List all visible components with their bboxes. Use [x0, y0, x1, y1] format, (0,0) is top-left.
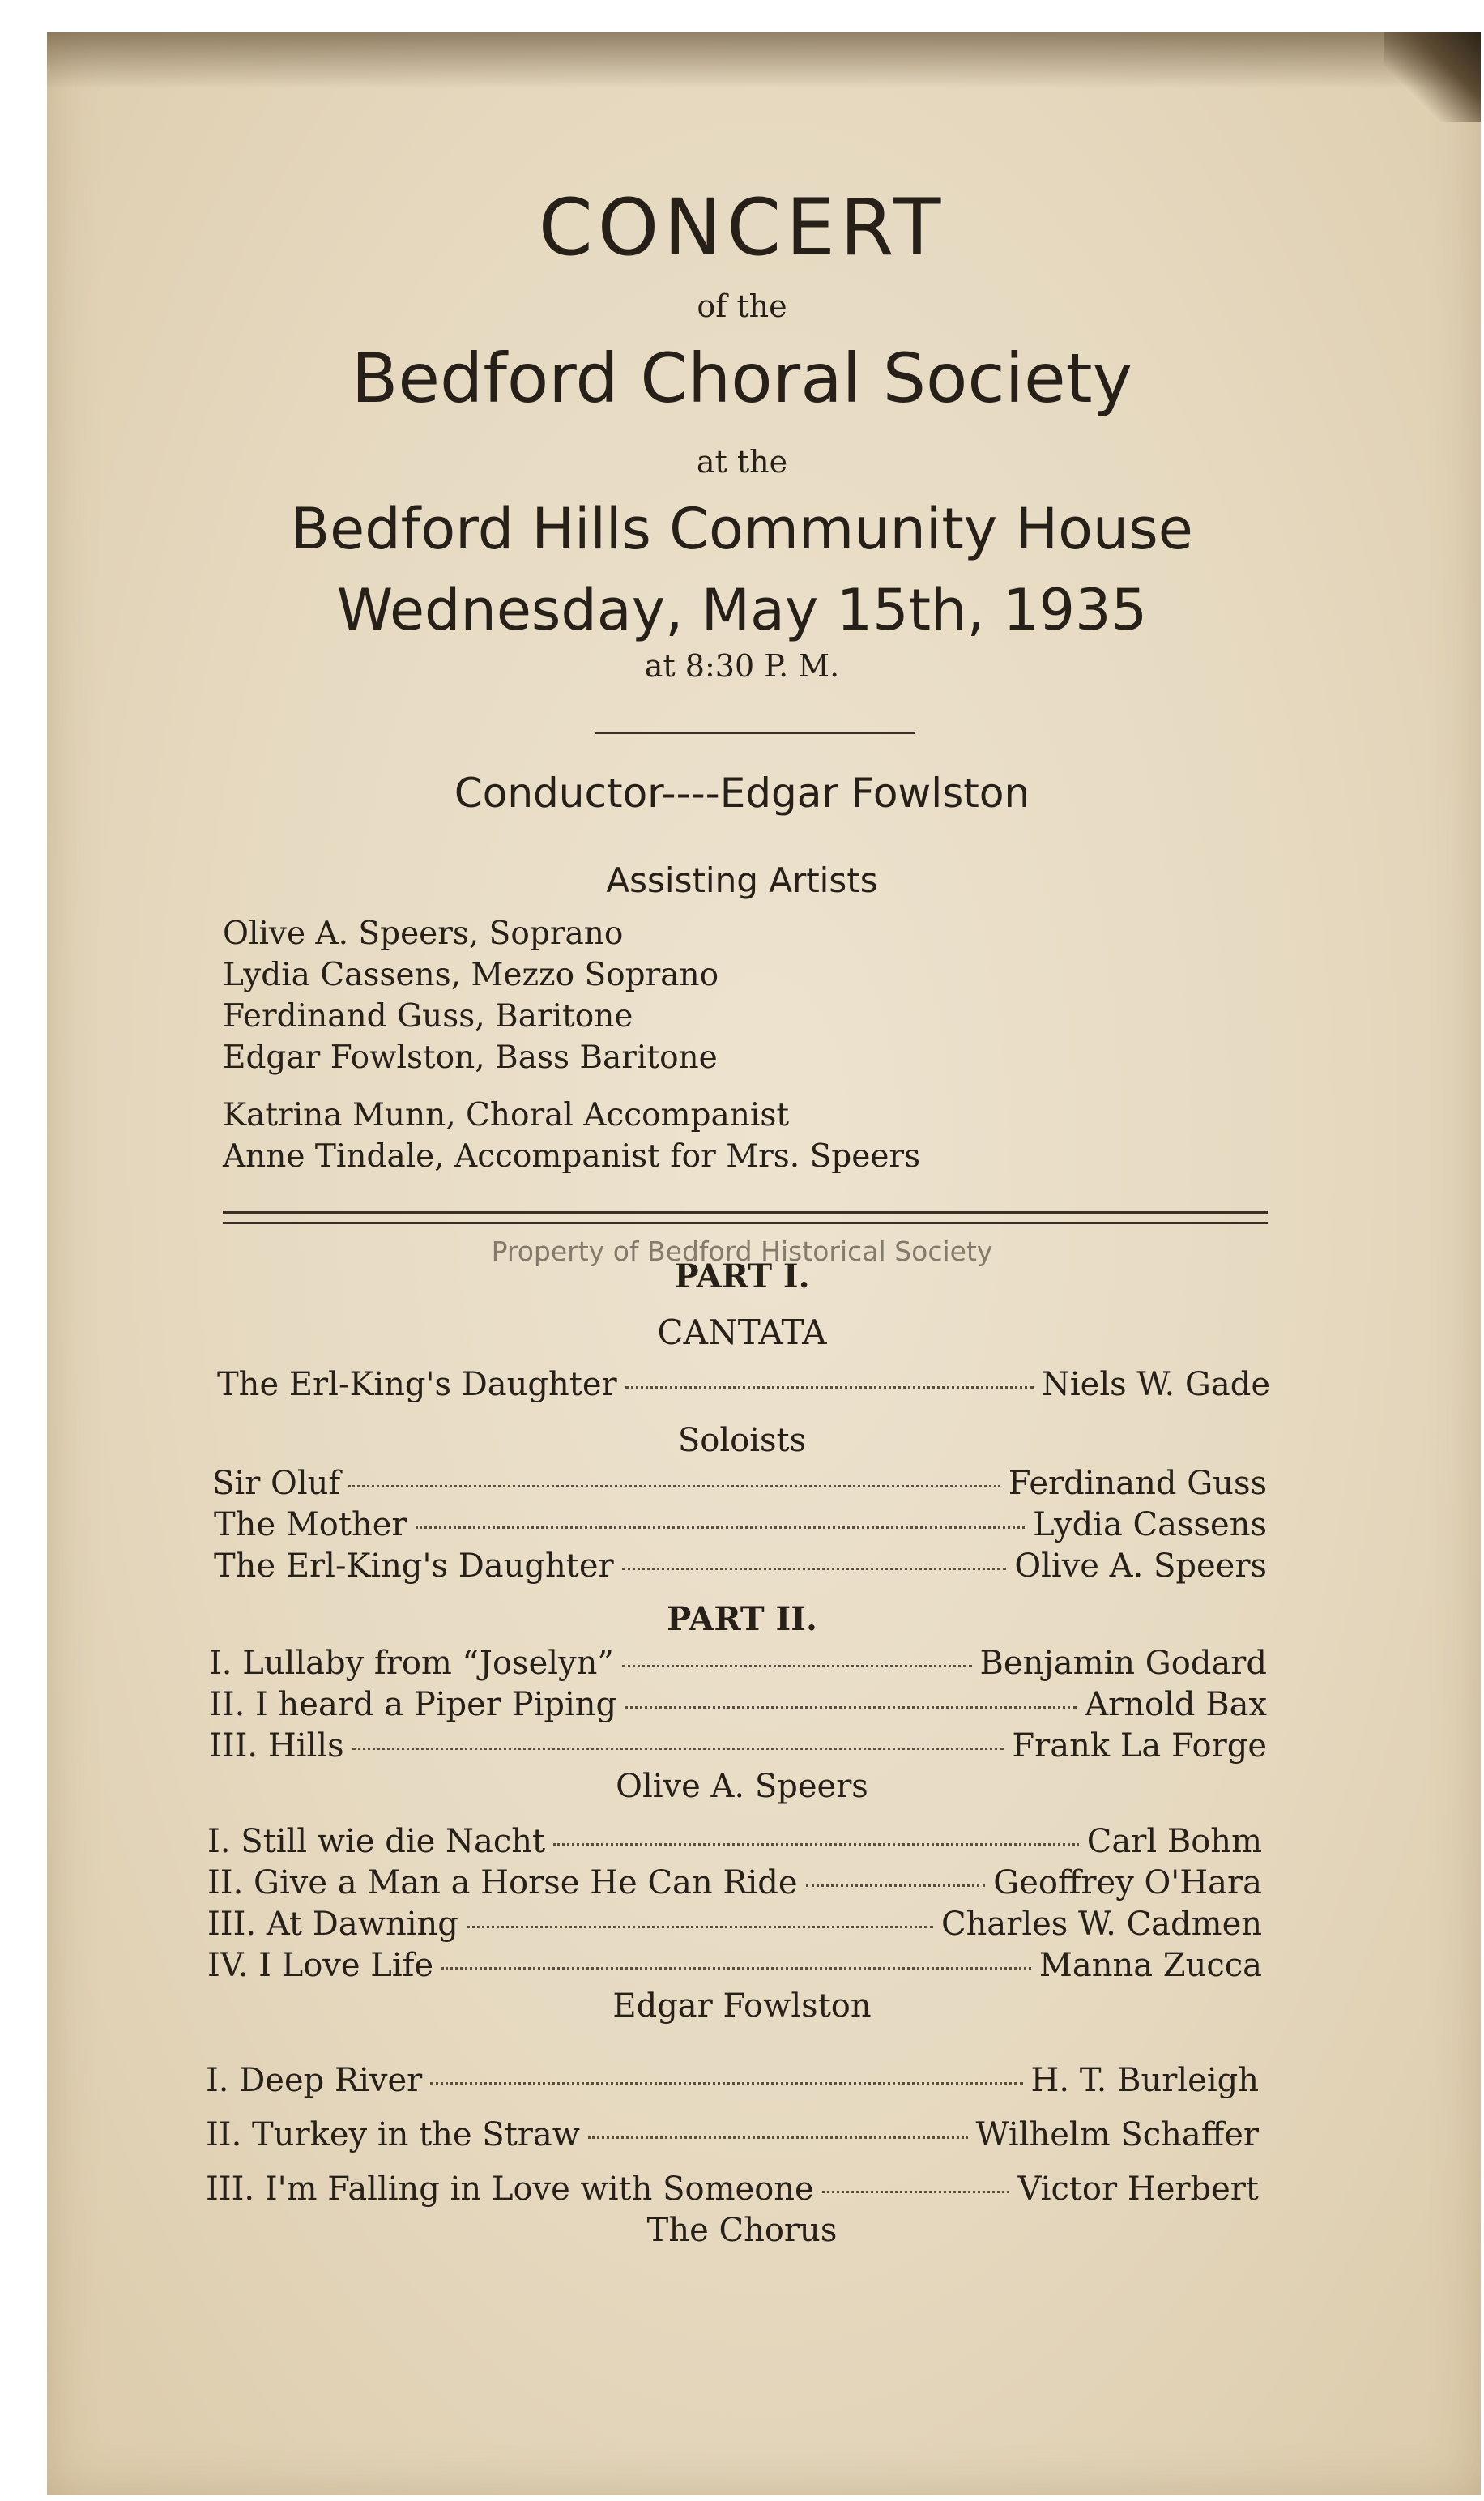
soloist-row [212, 1465, 1267, 1502]
concert-time: at 8:30 P. M. [644, 648, 840, 684]
work-composer: Niels W. Gade [1041, 1366, 1270, 1403]
piece-title: I. Deep River [206, 2062, 423, 2099]
concert-date: Wednesday, May 15th, 1935 [336, 577, 1148, 643]
dot-leader [348, 1485, 1000, 1487]
piece-title: III. Hills [209, 1727, 344, 1765]
double-rule-top [223, 1211, 1268, 1214]
piece-composer: Arnold Bax [1085, 1686, 1267, 1723]
double-rule-bottom [223, 1222, 1268, 1224]
soloist-row [214, 1547, 1267, 1585]
work-title: The Erl-King's Daughter [217, 1366, 617, 1403]
dot-leader [622, 1665, 972, 1667]
conductor-line: Conductor----Edgar Fowlston [454, 770, 1030, 817]
program-row [207, 1823, 1262, 1860]
soloist-singer: Lydia Cassens [1033, 1506, 1267, 1543]
at-the-text: at the [696, 444, 788, 480]
piece-composer: Manna Zucca [1038, 1947, 1262, 1984]
worn-corner [1384, 32, 1481, 122]
program-row [207, 1906, 1262, 1943]
piece-title: III. I'm Falling in Love with Someone [206, 2170, 814, 2208]
dot-leader [352, 1748, 1004, 1750]
header-divider [595, 732, 915, 734]
piece-title: II. Give a Man a Horse He Can Ride [207, 1864, 798, 1901]
soloist-role: The Erl-King's Daughter [214, 1547, 614, 1585]
concert-title: CONCERT [538, 182, 946, 273]
of-the-text: of the [697, 288, 787, 324]
soloist-singer: Olive A. Speers [1014, 1547, 1267, 1585]
dot-leader [416, 1526, 1026, 1529]
piece-composer: H. T. Burleigh [1030, 2062, 1259, 2099]
venue-name: Bedford Hills Community House [291, 496, 1193, 562]
program-row [206, 2116, 1259, 2153]
dot-leader [822, 2191, 1010, 2193]
dot-leader [806, 1884, 986, 1887]
artist-item: Ferdinand Guss, Baritone [223, 998, 633, 1035]
program-row [207, 1947, 1262, 1984]
soloist-role: Sir Oluf [212, 1465, 341, 1502]
dot-leader [625, 1706, 1077, 1709]
piece-composer: Geoffrey O'Hara [993, 1864, 1262, 1901]
dot-leader [622, 1568, 1007, 1570]
dot-leader [430, 2082, 1022, 2085]
program-row [206, 2062, 1259, 2099]
piece-title: IV. I Love Life [207, 1947, 434, 1984]
assisting-heading: Assisting Artists [606, 860, 878, 900]
dot-leader [441, 1967, 1031, 1970]
dot-leader [553, 1843, 1079, 1846]
program-row [207, 1864, 1262, 1901]
artist-item: Katrina Munn, Choral Accompanist [223, 1097, 790, 1133]
piece-composer: Carl Bohm [1086, 1823, 1262, 1860]
soloist-role: The Mother [214, 1506, 407, 1543]
program-row [209, 1645, 1267, 1682]
group-performer: Edgar Fowlston [612, 1987, 872, 2025]
piece-title: I. Lullaby from “Joselyn” [209, 1645, 614, 1682]
artist-item: Lydia Cassens, Mezzo Soprano [223, 957, 719, 993]
artist-item: Anne Tindale, Accompanist for Mrs. Speers [223, 1138, 921, 1175]
soloist-row [214, 1506, 1267, 1543]
piece-composer: Victor Herbert [1017, 2170, 1259, 2208]
part1-heading: PART I. [674, 1257, 810, 1295]
program-row [209, 1686, 1267, 1723]
dot-leader [588, 2136, 968, 2139]
piece-composer: Wilhelm Schaffer [975, 2116, 1259, 2153]
piece-composer: Frank La Forge [1012, 1727, 1267, 1765]
cantata-row [217, 1366, 1270, 1403]
program-row [206, 2170, 1259, 2208]
dot-leader [625, 1386, 1034, 1389]
dot-leader [467, 1926, 933, 1928]
cantata-heading: CANTATA [657, 1312, 827, 1352]
group-performer: The Chorus [646, 2212, 838, 2249]
piece-title: III. At Dawning [207, 1906, 458, 1943]
society-name: Bedford Choral Society [351, 339, 1133, 418]
piece-title: II. Turkey in the Straw [206, 2116, 580, 2153]
group-performer: Olive A. Speers [616, 1768, 868, 1805]
soloists-heading: Soloists [677, 1422, 807, 1459]
program-row [209, 1727, 1267, 1765]
artist-item: Edgar Fowlston, Bass Baritone [223, 1039, 718, 1076]
soloist-singer: Ferdinand Guss [1008, 1465, 1267, 1502]
piece-title: II. I heard a Piper Piping [209, 1686, 617, 1723]
artist-item: Olive A. Speers, Soprano [223, 915, 624, 952]
watermark: Property of Bedford Historical Society [491, 1236, 993, 1267]
piece-composer: Charles W. Cadmen [940, 1906, 1262, 1943]
piece-title: I. Still wie die Nacht [207, 1823, 546, 1860]
part2-heading: PART II. [667, 1600, 817, 1638]
piece-composer: Benjamin Godard [979, 1645, 1267, 1682]
